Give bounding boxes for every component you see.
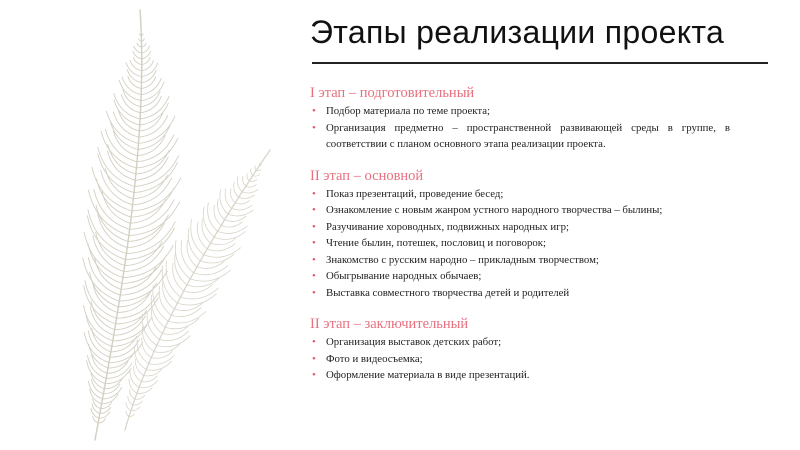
feather-illustration: [0, 0, 320, 450]
stage-3: [310, 315, 730, 384]
list-item: • Фото и видеосъемка;: [310, 351, 730, 368]
list-item: • Подбор материала по теме проекта;: [310, 103, 730, 120]
feather-1: [83, 10, 181, 440]
stage-list: [310, 186, 730, 302]
title-underline: [312, 62, 768, 64]
list-item: • Организация выставок детских работ;: [310, 334, 730, 351]
list-item: • Выставка совместного творчества детей и родителей: [310, 285, 730, 302]
slide-title: Этапы реализации проекта: [310, 14, 725, 50]
stage-1: [310, 84, 730, 153]
stage-title: I этап – подготовительный: [310, 85, 475, 101]
list-item: • Разучивание хороводных, подвижных народных игр;: [310, 219, 730, 236]
list-item: • Организация предметно – пространственной развивающей среды в группе, в соответствии с планом основного этапа реализации проекта.: [310, 120, 730, 153]
list-item: • Оформление материала в виде презентаций.: [310, 367, 730, 384]
list-item: • Обыгрывание народных обычаев;: [310, 268, 730, 285]
stage-2: [310, 167, 730, 302]
stage-title: II этап – основной: [310, 167, 424, 184]
list-item: • Показ презентаций, проведение бесед;: [310, 186, 730, 203]
list-item: • Чтение былин, потешек, пословиц и поговорок;: [310, 235, 730, 252]
feather-2: [125, 150, 270, 430]
stage-title: II этап – заключительный: [310, 316, 469, 332]
list-item: • Ознакомление с новым жанром устного народного творчества – былины;: [310, 202, 730, 219]
stages-content: [310, 84, 730, 392]
list-item: • Знакомство с русским народно – прикладным творчеством;: [310, 252, 730, 269]
stage-list: [310, 334, 730, 384]
stage-list: [310, 103, 730, 153]
